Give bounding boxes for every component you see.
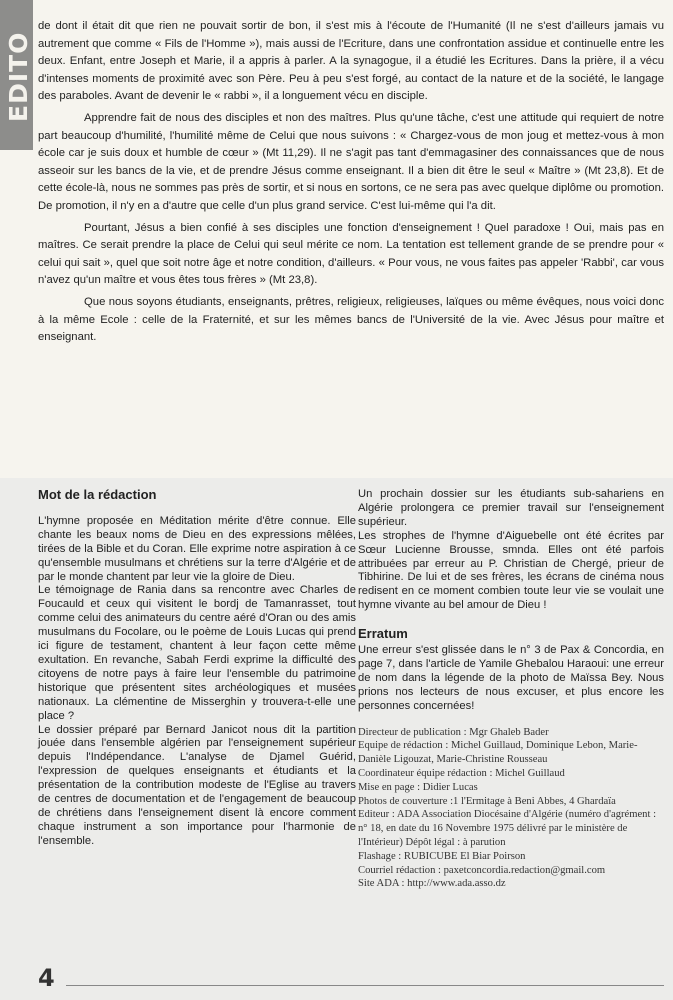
page-number: 4 — [38, 964, 55, 992]
credit-coordinator: Coordinateur équipe rédaction : Michel Guillaud — [358, 767, 565, 779]
redaction-paragraph-2: Le témoignage de Rania dans sa rencontre avec Charles de Foucauld et ceux qui visitent le bordj de Tamanrasset, tout comme celui des animateurs du centre aéré d'Oran ou des amis musulmans du Focolare, ou le poème de Louis Lucas qui prend ici figure de testament, chantent à leur façon cette même exultation. En revanche, Sabah Ferdi exprime la difficulté des citoyens de notre pays à faire leur l'ensemble du patrimoine historique que présentent sites archéologiques et musées nationaux. La clémentine de Misserghin y trouvera-t-elle une place ? — [38, 584, 356, 722]
edito-sidebar-tab — [0, 0, 33, 150]
redaction-paragraph-1: L'hymne proposée en Méditation mérite d'être connue. Elle chante les beaux noms de Dieu en des expressions mêlées, tirées de la Bible et du Coran. Elle exprime notre aspiration à ce qu'ensemble musulmans et chrétiens sur la terre d'Algérie et de par le monde chantent par leur vie la gloire de Dieu. — [38, 514, 356, 583]
redaction-column-left — [38, 488, 356, 849]
bottom-divider — [66, 985, 664, 986]
credit-layout: Mise en page : Didier Lucas — [358, 781, 478, 793]
redaction-paragraph-4: Un prochain dossier sur les étudiants sub-sahariens en Algérie prolongera ce premier travail sur l'enseignement supérieur. — [358, 488, 664, 528]
edito-article — [38, 18, 664, 347]
credit-director: Directeur de publication : Mgr Ghaleb Bader — [358, 726, 549, 738]
publication-credits — [358, 726, 664, 892]
redaction-column-right — [358, 488, 664, 891]
erratum-text: Une erreur s'est glissée dans le n° 3 de Pax & Concordia, en page 7, dans l'article de Yamile Ghebalou Haraoui: une erreur de nom dans la légende de la photo de Maïssa Bey. Nous prions nos lecteurs de nous excuser, et plus encore les personnes concernées! — [358, 644, 664, 712]
edito-paragraph-2: Apprendre fait de nous des disciples et non des maîtres. Plus qu'une tâche, c'est une attitude qui requiert de notre part beaucoup d'humilité, l'humilité même de Celui que nous suivons : « Chargez-vous de mon joug et mettez-vous à mon école car je suis doux et humble de cœur » (Mt 11,29). Il ne s'agit pas tant d'emmagasiner des connaissances que de nous asseoir sur les bancs de la vie, et de prendre Jésus comme enseignant. Il a bien dit être le seul « Maître » (Mt 23,8). Et de cette école-là, nous ne sommes pas près de sortir, et si nous en sortons, ce ne sera pas avec quelque diplôme ou promotion. De promotion, il n'y en a d'autre que celle d'un plus grand service. C'est lui-même qui l'a dit. — [38, 111, 664, 212]
redaction-paragraph-5: Les strophes de l'hymne d'Aiguebelle ont été écrites par Sœur Lucienne Brousse, smnda. Elles ont été parfois attribuées par erreur au P. Christian de Chergé, prieur de Tibhirine. De lui et de ses frères, les écrans de cinéma nous redisent en ce moment combien toute leur vie se voulait une hymne vivante au bel amour de Dieu ! — [358, 529, 664, 612]
credit-flashage: Flashage : RUBICUBE El Biar Poirson — [358, 850, 526, 862]
redaction-heading: Mot de la rédaction — [38, 487, 157, 502]
edito-paragraph-4: Que nous soyons étudiants, enseignants, prêtres, religieux, religieuses, laïques ou même évêques, nous voici donc à la même Ecole : celle de la Fraternité, et sur les mêmes bancs de l'Université de la vie. Avec Jésus pour maître et enseignant. — [38, 295, 664, 344]
edito-paragraph-3: Pourtant, Jésus a bien confié à ses disciples une fonction d'enseignement ! Quel paradoxe ! Oui, mais pas en maîtres. Ce serait prendre la place de Celui qui seul mérite ce nom. La tentation est tellement grande de se prendre pour « celui qui sait », quel que soit notre âge et notre condition, d'ailleurs. « Pour vous, ne vous faites pas appeler 'Rabbi', car vous n'avez qu'un maître et vous êtes tous frères » (Mt 23,8). — [38, 221, 664, 287]
credit-publisher: Editeur : ADA Association Diocésaine d'Algérie (numéro d'agrément : n° 18, en date du 16 Novembre 1975 délivré par le ministère de l'Intérieur) Dépôt légal : à parution — [358, 809, 657, 848]
edito-label: EDITO — [4, 31, 33, 123]
credit-email: Courriel rédaction : paxetconcordia.redaction@gmail.com — [358, 864, 606, 876]
credit-website: Site ADA : http://www.ada.asso.dz — [358, 878, 506, 890]
erratum-heading: Erratum — [358, 626, 408, 642]
redaction-paragraph-3: Le dossier préparé par Bernard Janicot nous dit la partition jouée dans l'ensemble algérien par l'enseignement supérieur depuis l'Indépendance. L'analyse de Djamel Guérid, l'expression de quelques enseignants et étudiants et la présentation de la contribution modeste de l'Eglise au travers de centres de documentation et de l'engagement de beaucoup de chrétiens dans l'enseignement disent là encore comment chaque instrument a son importance pour l'harmonie de l'ensemble. — [38, 723, 356, 847]
credit-cover-photos: Photos de couverture :1 l'Ermitage à Beni Abbes, 4 Ghardaïa — [358, 795, 616, 807]
edito-paragraph-1: de dont il était dit que rien ne pouvait sortir de bon, il s'est mis à l'écoute de l'Humanité (Il ne s'est d'ailleurs jamais vu autrement que comme « Fils de l'Homme »), mais aussi de l'Ecriture, dans une confrontation assidue et continuelle entre les deux. Enfant, entre Joseph et Marie, il a appris à parler. A la synagogue, il a étudié les Ecritures. Dans la prière, il a vécu d'intenses moments de proximité avec son Père. Peu à peu s'est forgé, au contact de la nature et de la société, le langage des paraboles. Avant de devenir le « rabbi », il a longuement vécu en disciple. — [38, 20, 664, 103]
credit-editorial-team: Equipe de rédaction : Michel Guillaud, Dominique Lebon, Marie-Danièle Ligouzat, Marie-Christine Rousseau — [358, 740, 638, 766]
